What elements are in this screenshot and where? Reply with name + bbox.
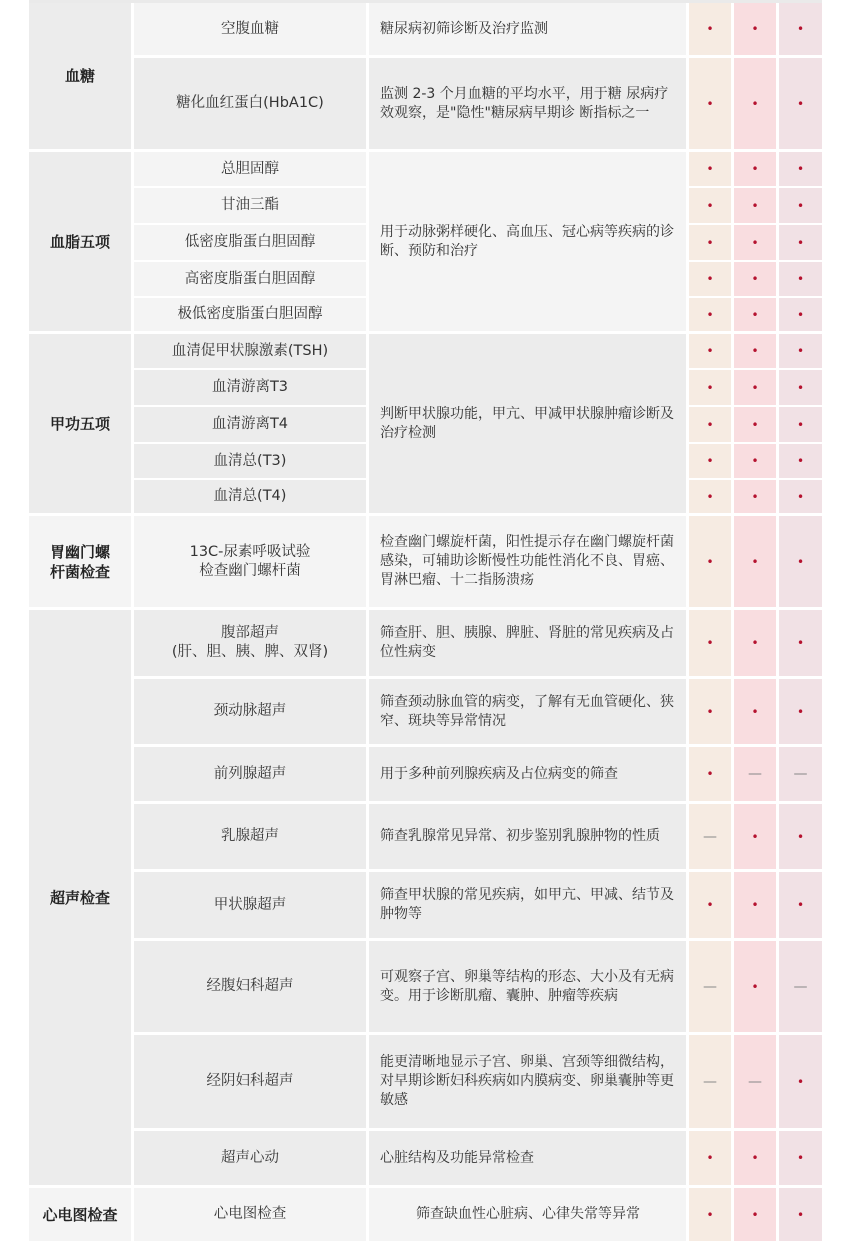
table-row-description: 监测 2-3 个月血糖的平均水平，用于糖 尿病疗效观察，是"隐性"糖尿病早期诊 断指标之一: [369, 58, 686, 149]
category-cell: 心电图检查: [29, 1188, 131, 1241]
mark-col2: •: [734, 334, 776, 368]
mark-col3: •: [779, 804, 822, 869]
mark-col3: •: [779, 480, 822, 513]
table-row-description: 可观察子宫、卵巢等结构的形态、大小及有无病变。用于诊断肌瘤、囊肿、肿瘤等疾病: [369, 941, 686, 1032]
table-row-description: 筛查甲状腺的常见疾病，如甲亢、甲减、结节及肿物等: [369, 872, 686, 938]
table-row-item: 颈动脉超声: [134, 679, 366, 744]
table-row-item: 高密度脂蛋白胆固醇: [134, 262, 366, 296]
table-row-item: 腹部超声 (肝、胆、胰、脾、双肾): [134, 610, 366, 676]
mark-col2: •: [734, 262, 776, 296]
mark-col2: •: [734, 1131, 776, 1185]
mark-col3: •: [779, 1188, 822, 1241]
table-row-item: 血清游离T4: [134, 407, 366, 442]
table-row-item: 经腹妇科超声: [134, 941, 366, 1032]
category-cell: 超声检查: [29, 610, 131, 1185]
mark-col1: •: [689, 152, 731, 186]
table-row-item: 甲状腺超声: [134, 872, 366, 938]
mark-col2: •: [734, 516, 776, 607]
category-cell: 甲功五项: [29, 334, 131, 513]
mark-col2: •: [734, 58, 776, 149]
mark-col3: •: [779, 407, 822, 442]
mark-col1: •: [689, 747, 731, 801]
mark-col1: •: [689, 334, 731, 368]
mark-col2: •: [734, 610, 776, 676]
mark-col2: —: [734, 747, 776, 801]
mark-col2: •: [734, 298, 776, 331]
table-row-item: 空腹血糖: [134, 3, 366, 55]
mark-col3: —: [779, 941, 822, 1032]
mark-col1: •: [689, 1131, 731, 1185]
mark-col2: •: [734, 804, 776, 869]
mark-col1: •: [689, 225, 731, 260]
mark-col1: •: [689, 262, 731, 296]
table-row-description: 用于多种前列腺疾病及占位病变的筛查: [369, 747, 686, 801]
table-row-item: 心电图检查: [134, 1188, 366, 1241]
mark-col2: •: [734, 480, 776, 513]
table-row-item: 13C-尿素呼吸试验 检查幽门螺杆菌: [134, 516, 366, 607]
mark-col2: •: [734, 370, 776, 405]
mark-col1: •: [689, 516, 731, 607]
mark-col3: •: [779, 3, 822, 55]
table-row-description: 筛查缺血性心脏病、心律失常等异常: [369, 1188, 686, 1241]
table-row-item: 低密度脂蛋白胆固醇: [134, 225, 366, 260]
table-row-item: 血清游离T3: [134, 370, 366, 405]
table-row-description: 心脏结构及功能异常检查: [369, 1131, 686, 1185]
mark-col2: •: [734, 3, 776, 55]
mark-col3: •: [779, 334, 822, 368]
table-row-item: 极低密度脂蛋白胆固醇: [134, 298, 366, 331]
mark-col1: •: [689, 610, 731, 676]
shared-description: 用于动脉粥样硬化、高血压、冠心病等疾病的诊断、预防和治疗: [369, 152, 686, 331]
mark-col2: •: [734, 941, 776, 1032]
mark-col1: •: [689, 3, 731, 55]
table-row-item: 乳腺超声: [134, 804, 366, 869]
mark-col2: •: [734, 872, 776, 938]
table-row-item: 经阴妇科超声: [134, 1035, 366, 1128]
category-cell: 血脂五项: [29, 152, 131, 331]
mark-col1: —: [689, 804, 731, 869]
mark-col3: •: [779, 1131, 822, 1185]
category-cell: 血糖: [29, 3, 131, 149]
mark-col3: •: [779, 152, 822, 186]
mark-col1: •: [689, 407, 731, 442]
category-cell: 胃幽门螺 杆菌检查: [29, 516, 131, 607]
mark-col1: •: [689, 298, 731, 331]
mark-col1: •: [689, 679, 731, 744]
mark-col3: •: [779, 679, 822, 744]
mark-col3: •: [779, 188, 822, 223]
table-row-description: 能更清晰地显示子宫、卵巢、宫颈等细微结构，对早期诊断妇科疾病如内膜病变、卵巢囊肿等更敏感: [369, 1035, 686, 1128]
mark-col3: •: [779, 444, 822, 478]
mark-col1: —: [689, 941, 731, 1032]
table-row-item: 甘油三酯: [134, 188, 366, 223]
mark-col3: •: [779, 225, 822, 260]
mark-col1: •: [689, 188, 731, 223]
table-row-item: 血清促甲状腺激素(TSH): [134, 334, 366, 368]
mark-col1: •: [689, 872, 731, 938]
table-row-item: 总胆固醇: [134, 152, 366, 186]
mark-col2: •: [734, 188, 776, 223]
mark-col3: •: [779, 298, 822, 331]
table-row-item: 血清总(T3): [134, 444, 366, 478]
mark-col2: •: [734, 152, 776, 186]
mark-col2: •: [734, 444, 776, 478]
mark-col1: •: [689, 444, 731, 478]
table-row-description: 筛查颈动脉血管的病变，了解有无血管硬化、狭窄、斑块等异常情况: [369, 679, 686, 744]
mark-col1: •: [689, 370, 731, 405]
mark-col1: •: [689, 1188, 731, 1241]
table-row-item: 血清总(T4): [134, 480, 366, 513]
mark-col2: —: [734, 1035, 776, 1128]
mark-col3: •: [779, 872, 822, 938]
mark-col3: •: [779, 1035, 822, 1128]
table-row-item: 糖化血红蛋白(HbA1C): [134, 58, 366, 149]
mark-col1: •: [689, 480, 731, 513]
table-row-description: 检查幽门螺旋杆菌，阳性提示存在幽门螺旋杆菌感染，可辅助诊断慢性功能性消化不良、胃癌、胃淋巴瘤、十二指肠溃疡: [369, 516, 686, 607]
mark-col2: •: [734, 407, 776, 442]
table-row-description: 筛查乳腺常见异常、初步鉴别乳腺肿物的性质: [369, 804, 686, 869]
mark-col3: —: [779, 747, 822, 801]
mark-col3: •: [779, 610, 822, 676]
mark-col3: •: [779, 516, 822, 607]
mark-col2: •: [734, 1188, 776, 1241]
mark-col2: •: [734, 225, 776, 260]
mark-col3: •: [779, 262, 822, 296]
mark-col1: •: [689, 58, 731, 149]
mark-col1: —: [689, 1035, 731, 1128]
mark-col3: •: [779, 58, 822, 149]
table-row-item: 前列腺超声: [134, 747, 366, 801]
table-row-description: 筛查肝、胆、胰腺、脾脏、肾脏的常见疾病及占位性病变: [369, 610, 686, 676]
table-row-item: 超声心动: [134, 1131, 366, 1185]
shared-description: 判断甲状腺功能，甲亢、甲减甲状腺肿瘤诊断及治疗检测: [369, 334, 686, 513]
mark-col2: •: [734, 679, 776, 744]
table-row-description: 糖尿病初筛诊断及治疗监测: [369, 3, 686, 55]
mark-col3: •: [779, 370, 822, 405]
